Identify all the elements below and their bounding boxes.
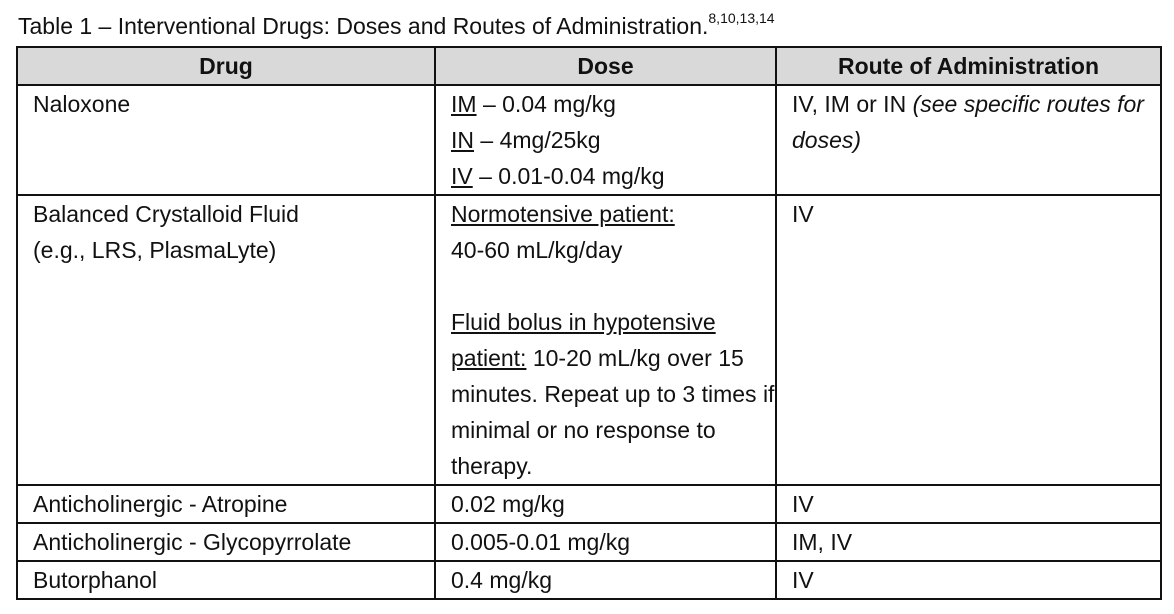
route-cell — [776, 85, 1161, 195]
dose-cell — [435, 485, 776, 523]
dose-value: 0.005-0.01 mg/kg — [451, 529, 631, 555]
caption-text: Table 1 – Interventional Drugs: Doses and Routes of Administration. — [18, 13, 709, 39]
drug-cell — [17, 195, 435, 485]
dose-cell — [435, 561, 776, 599]
dose-cell — [435, 85, 776, 195]
route-cell — [776, 561, 1161, 599]
route-label-im: IM — [451, 91, 477, 117]
dose-value-in: – 4mg/25kg — [474, 127, 601, 153]
drug-name: Naloxone — [33, 91, 131, 117]
table-row-glycopyrrolate — [17, 523, 1161, 561]
route-text: IV — [792, 201, 814, 227]
paragraph-gap — [451, 268, 775, 304]
table-row-atropine — [17, 485, 1161, 523]
drug-cell — [17, 85, 435, 195]
dose-cell — [435, 195, 776, 485]
header-drug: Drug — [17, 47, 435, 85]
route-label-iv: IV — [451, 163, 473, 189]
header-dose: Dose — [435, 47, 776, 85]
drug-cell — [17, 523, 435, 561]
route-note: (see specific routes for doses) — [792, 91, 1144, 153]
route-text: IV — [792, 491, 814, 517]
route-cell — [776, 485, 1161, 523]
drug-name: Balanced Crystalloid Fluid — [33, 201, 299, 227]
dose-value: 0.4 mg/kg — [451, 567, 552, 593]
route-text: IM, IV — [792, 529, 853, 555]
dose-line-in — [451, 122, 775, 158]
dose-line-iv — [451, 158, 775, 194]
dose-line-im — [451, 86, 775, 122]
drug-cell — [17, 485, 435, 523]
dose-value-bolus: 10-20 mL/kg over 15 minutes. Repeat up to 3 times if minimal or no response to therapy. — [451, 345, 775, 479]
dose-value: 0.02 mg/kg — [451, 491, 565, 517]
dose-value-iv: – 0.01-0.04 mg/kg — [472, 163, 665, 189]
table-header-row — [17, 47, 1161, 85]
drug-name: Anticholinergic - Glycopyrrolate — [33, 529, 352, 555]
route-text: IV — [792, 567, 814, 593]
drug-cell — [17, 561, 435, 599]
route-cell — [776, 195, 1161, 485]
drug-examples: (e.g., LRS, PlasmaLyte) — [33, 237, 277, 263]
route-text: IV, IM or IN — [792, 91, 913, 117]
table-row-naloxone — [17, 85, 1161, 195]
route-label-in: IN — [451, 127, 474, 153]
dose-cell — [435, 523, 776, 561]
dose-value-im: – 0.04 mg/kg — [476, 91, 616, 117]
table-row-butorphanol — [17, 561, 1161, 599]
drug-name: Anticholinergic - Atropine — [33, 491, 288, 517]
dose-label-bolus: Fluid bolus in hypotensive patient: — [451, 309, 716, 371]
dose-value-normotensive: 40-60 mL/kg/day — [451, 237, 623, 263]
header-route: Route of Administration — [776, 47, 1161, 85]
caption-references: 8,10,13,14 — [708, 10, 775, 26]
route-cell — [776, 523, 1161, 561]
drug-name: Butorphanol — [33, 567, 158, 593]
drug-table — [16, 46, 1162, 600]
table-caption — [18, 10, 775, 42]
table-row-crystalloid — [17, 195, 1161, 485]
dose-label-normotensive: Normotensive patient: — [451, 201, 675, 227]
dose-bolus-paragraph — [451, 304, 775, 484]
